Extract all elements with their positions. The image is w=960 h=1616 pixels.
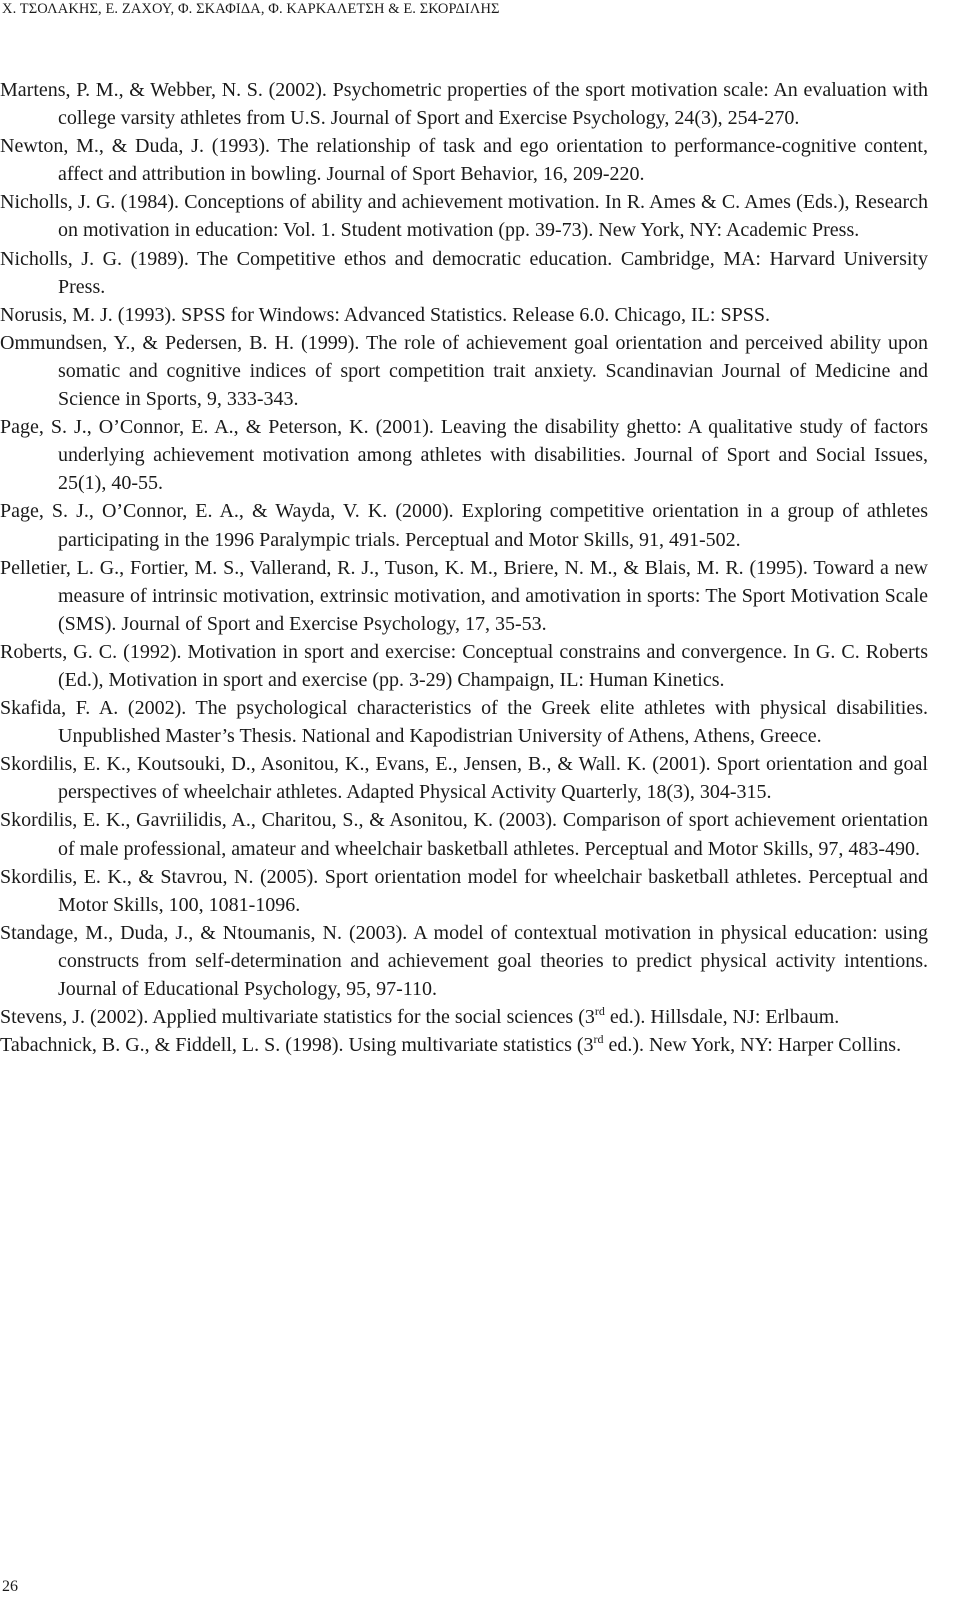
superscript: rd [593,1032,604,1047]
reference-text: ed.). Hillsdale, NJ: Erlbaum. [604,1006,840,1029]
reference-entry [0,1003,928,1031]
running-head: Χ. ΤΣΟΛΑΚΗΣ, Ε. ΖΑΧΟΥ, Φ. ΣΚΑΦΙΔΑ, Φ. ΚΑΡΚΑΛΕΤΣΗ & Ε. ΣΚΟΡΔΙΛΗΣ [2,1,500,17]
superscript: rd [594,1004,605,1019]
reference-entry: Standage, M., Duda, J., & Ntoumanis, N. (2003). A model of contextual motivation in physical education: using constructs from self-determination and achievement goal theories to predict physical activity intentions. Journal of Educational Psychology, 95, 97-110. [0,921,928,1000]
reference-entry: Norusis, M. J. (1993). SPSS for Windows: Advanced Statistics. Release 6.0. Chicago, IL: SPSS. [0,303,770,326]
reference-entry: Skordilis, E. K., Koutsouki, D., Asonitou, K., Evans, E., Jensen, B., & Wall. K. (2001). Sport orientation and goal perspectives of wheelchair athletes. Adapted Physical Activity Quarterly, 18(3), 304-315. [0,753,928,804]
reference-entry: Skordilis, E. K., & Stavrou, N. (2005). Sport orientation model for wheelchair basketball athletes. Perceptual and Motor Skills, 100, 1081-1096. [0,865,928,916]
reference-entry [0,1031,928,1059]
reference-entry: Nicholls, J. G. (1984). Conceptions of ability and achievement motivation. In R. Ames & C. Ames (Eds.), Research on motivation in education: Vol. 1. Student motivation (pp. 39-73). New York, NY: Academic Press. [0,191,928,242]
reference-text: Stevens, J. (2002). Applied multivariate statistics for the social sciences (3 [0,1006,595,1029]
reference-text: Tabachnick, B. G., & Fiddell, L. S. (1998). Using multivariate statistics (3 [0,1034,594,1057]
reference-text: ed.). New York, NY: Harper Collins. [603,1034,902,1057]
reference-entry: Newton, M., & Duda, J. (1993). The relationship of task and ego orientation to performance-cognitive content, affect and attribution in bowling. Journal of Sport Behavior, 16, 209-220. [0,135,928,186]
reference-list [0,76,928,1059]
reference-entry: Martens, P. M., & Webber, N. S. (2002). Psychometric properties of the sport motivation scale: An evaluation with college varsity athletes from U.S. Journal of Sport and Exercise Psychology, 24(3), 254-270. [0,79,928,130]
page-number: 26 [2,1578,18,1595]
reference-entry: Skordilis, E. K., Gavriilidis, A., Charitou, S., & Asonitou, K. (2003). Comparison of sport achievement orientation of male professional, amateur and wheelchair basketball athletes. Perceptual and Motor Skills, 97, 483-490. [0,809,928,860]
reference-entry: Page, S. J., O’Connor, E. A., & Peterson, K. (2001). Leaving the disability ghetto: A qualitative study of factors underlying achievement motivation among athletes with disabilities. Journal of Sport and Social Issues, 25(1), 40-55. [0,416,928,495]
reference-entry: Nicholls, J. G. (1989). The Competitive ethos and democratic education. Cambridge, MA: Harvard University Press. [0,247,928,298]
reference-entry: Ommundsen, Y., & Pedersen, B. H. (1999). The role of achievement goal orientation and perceived ability upon somatic and cognitive indices of sport competition trait anxiety. Scandinavian Journal of Medicine and Science in Sports, 9, 333-343. [0,331,928,411]
reference-entry: Roberts, G. C. (1992). Motivation in sport and exercise: Conceptual constrains and convergence. In G. C. Roberts (Ed.), Motivation in sport and exercise (pp. 3-29) Champaign, IL: Human Kinetics. [0,640,928,691]
reference-entry: Pelletier, L. G., Fortier, M. S., Vallerand, R. J., Tuson, K. M., Briere, N. M., & Blais, M. R. (1995). Toward a new measure of intrinsic motivation, extrinsic motivation, and amotivation in sports: The Sport Motivation Scale (SMS). Journal of Sport and Exercise Psychology, 17, 35-53. [0,556,928,635]
reference-entry: Skafida, F. A. (2002). The psychological characteristics of the Greek elite athletes with physical disabilities. Unpublished Master’s Thesis. National and Kapodistrian University of Athens, Athens, Greece. [0,697,928,748]
reference-entry: Page, S. J., O’Connor, E. A., & Wayda, V. K. (2000). Exploring competitive orientation in a group of athletes participating in the 1996 Paralympic trials. Perceptual and Motor Skills, 91, 491-502. [0,500,928,551]
